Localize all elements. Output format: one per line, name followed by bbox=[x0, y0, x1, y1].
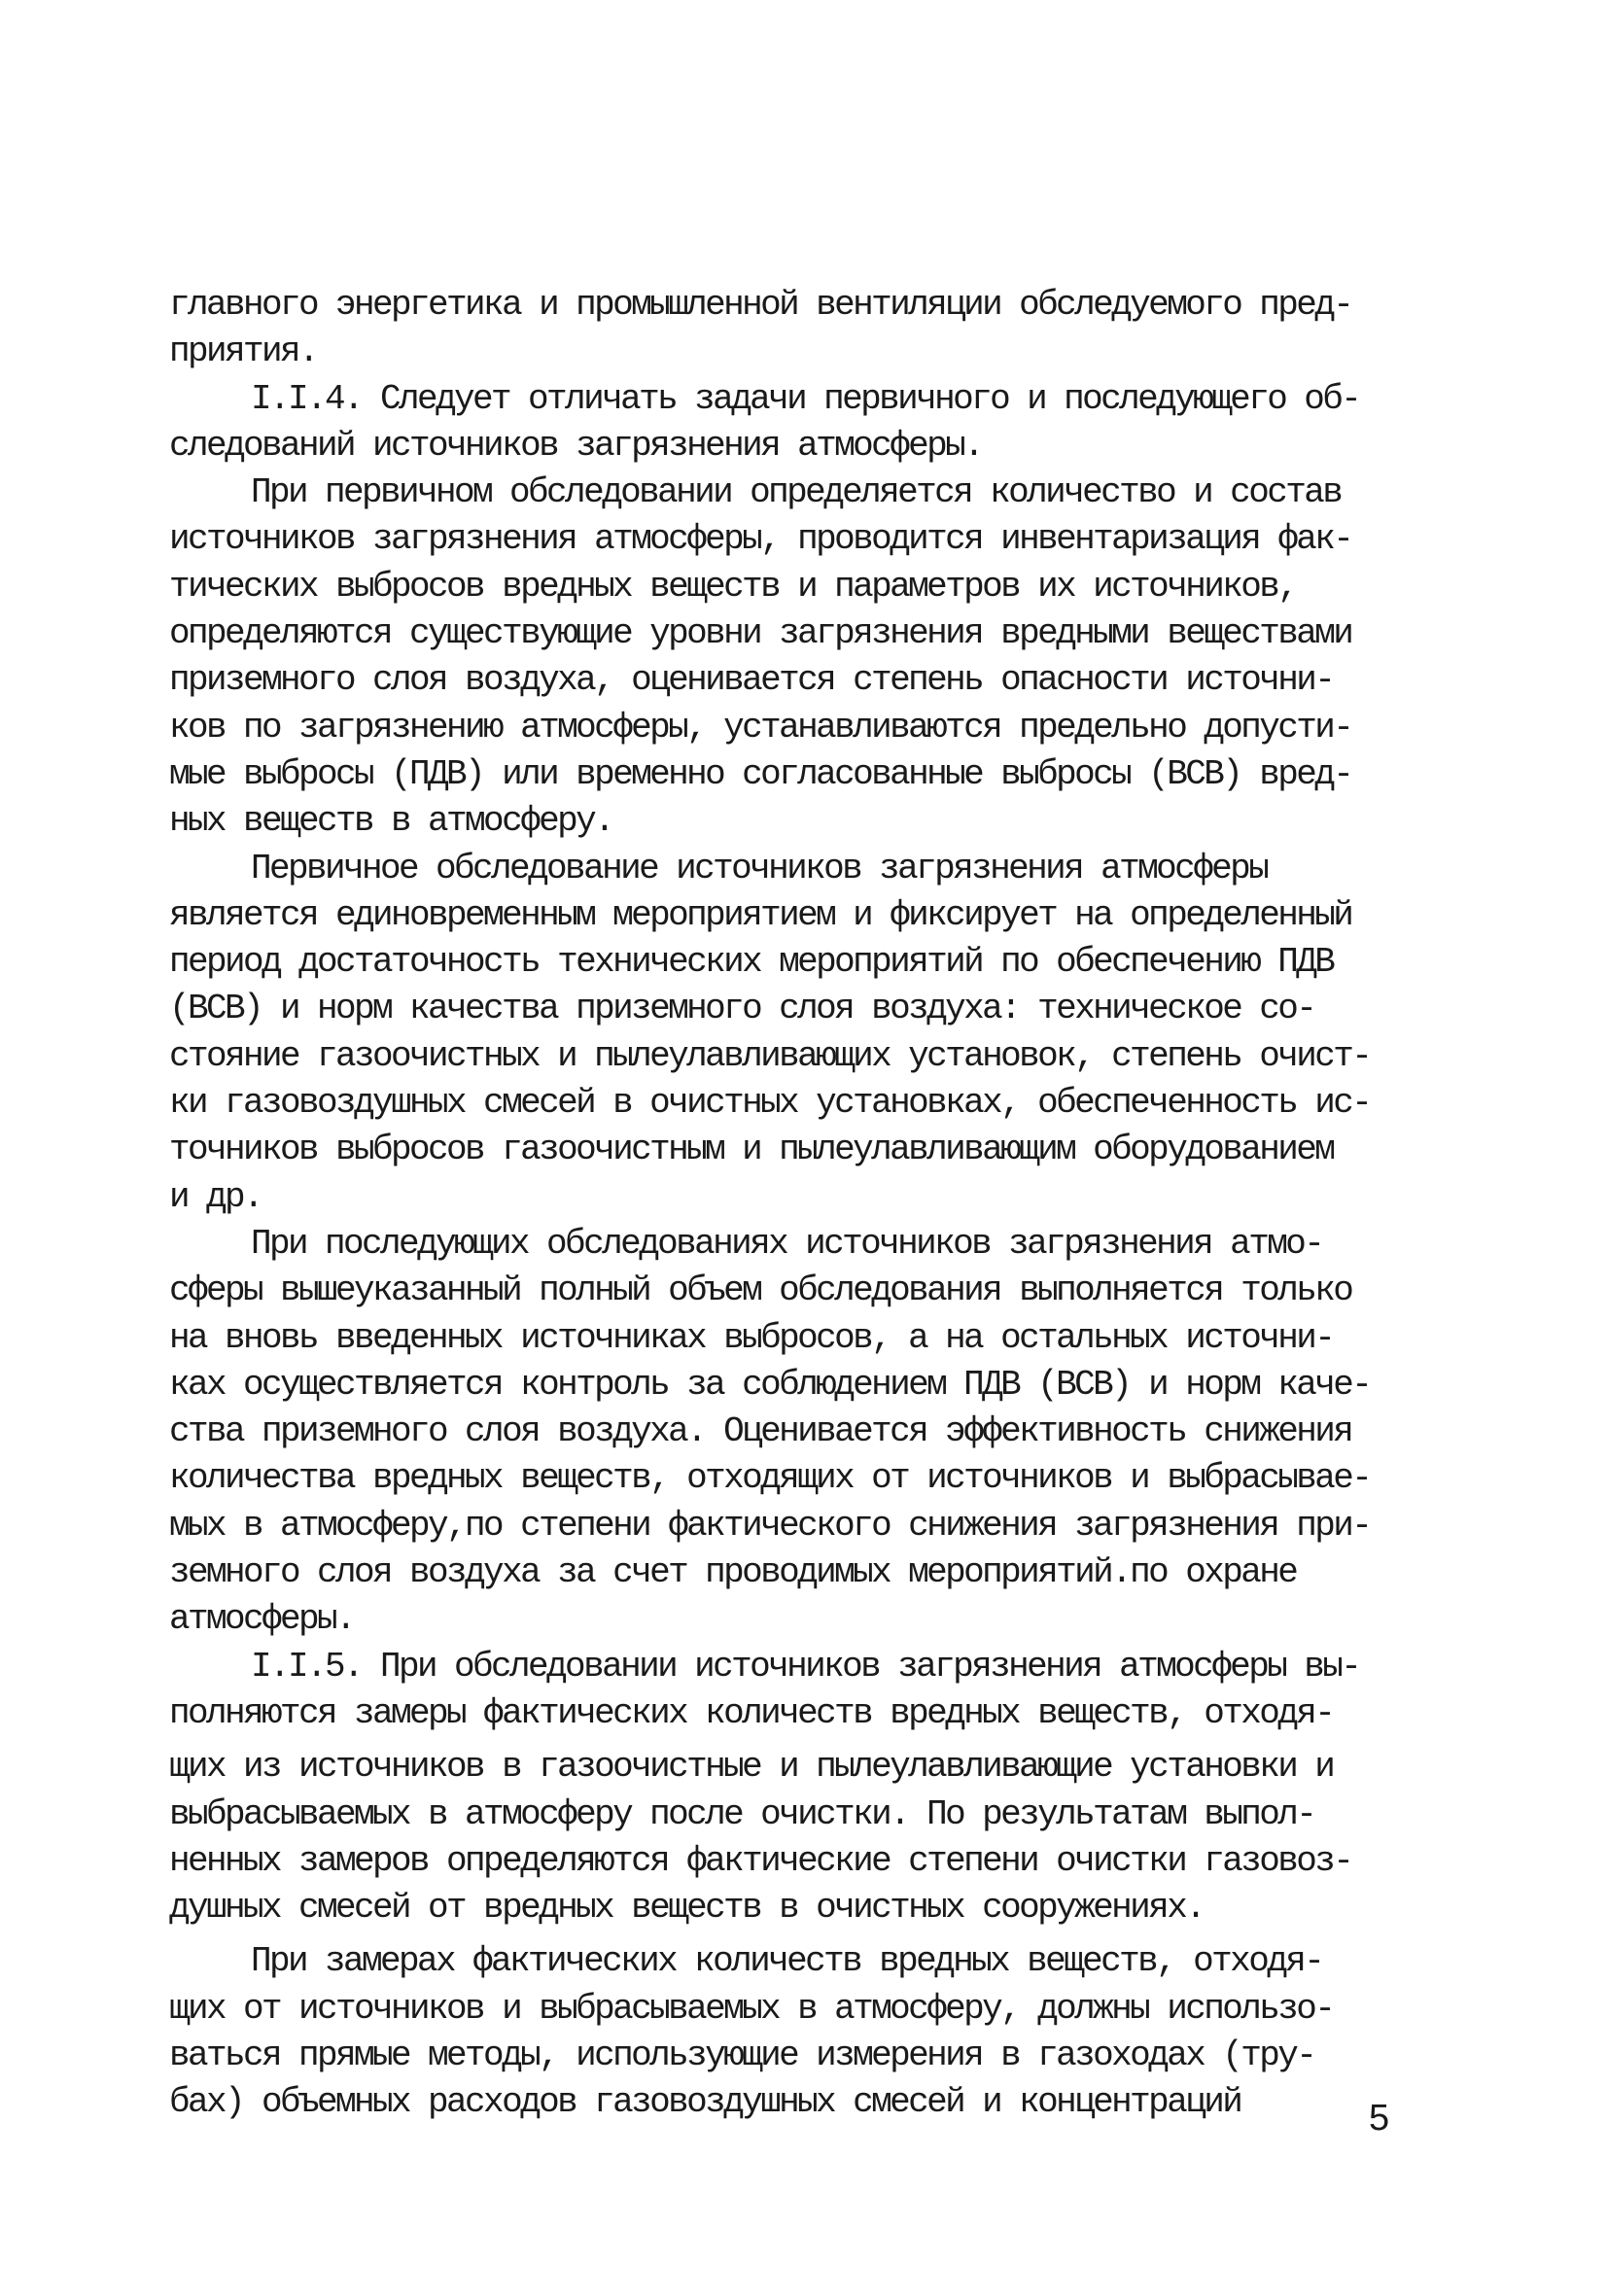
text-line: Первичное обследование источников загрязнения атмосферы bbox=[251, 848, 1268, 888]
text-line: приятия. bbox=[169, 331, 318, 372]
text-line: земного слоя воздуха за счет проводимых мероприятий.по охране bbox=[169, 1552, 1297, 1593]
text-line: тических выбросов вредных веществ и параметров их источников, bbox=[169, 566, 1297, 607]
text-line: бах) объемных расходов газовоздушных смесей и концентраций bbox=[169, 2082, 1241, 2123]
text-line: сферы вышеуказанный полный объем обследования выполняется только bbox=[169, 1270, 1352, 1311]
text-line: период достаточность технических мероприятий по обеспечению ПДВ bbox=[169, 942, 1334, 983]
text-line: полняются замеры фактических количеств вредных веществ, отходя- bbox=[169, 1692, 1334, 1733]
text-line: (ВСВ) и норм качества приземного слоя воздуха: техническое со- bbox=[169, 989, 1315, 1029]
text-line: При последующих обследованиях источников загрязнения атмо- bbox=[251, 1223, 1323, 1264]
text-line: ки газовоздушных смесей в очистных установках, обеспеченность ис- bbox=[169, 1083, 1371, 1124]
text-line: ных веществ в атмосферу. bbox=[169, 801, 613, 842]
text-line: ках осуществляется контроль за соблюдением ПДВ (ВСВ) и норм каче- bbox=[169, 1364, 1371, 1405]
text-line: и др. bbox=[169, 1176, 262, 1217]
text-line: стояние газоочистных и пылеулавливающих установок, степень очист- bbox=[169, 1035, 1371, 1076]
text-line: ков по загрязнению атмосферы, устанавливаются предельно допусти- bbox=[169, 707, 1352, 748]
text-line: I.I.4. Следует отличать задачи первичного и последующего об- bbox=[251, 378, 1360, 419]
text-line: I.I.5. При обследовании источников загрязнения атмосферы вы- bbox=[251, 1646, 1360, 1687]
text-line: источников загрязнения атмосферы, проводится инвентаризация фак- bbox=[169, 519, 1352, 560]
text-line: щих от источников и выбрасываемых в атмосферу, должны использо- bbox=[169, 1988, 1334, 2029]
text-line: следований источников загрязнения атмосферы. bbox=[169, 425, 983, 466]
text-line: ства приземного слоя воздуха. Оценивается эффективность снижения bbox=[169, 1411, 1352, 1452]
text-line: ваться прямые методы, использующие измерения в газоходах (тру- bbox=[169, 2035, 1315, 2075]
text-line: При первичном обследовании определяется количество и состав bbox=[251, 472, 1342, 513]
text-line: мых в атмосферу,по степени фактического снижения загрязнения при- bbox=[169, 1505, 1371, 1546]
text-line: количества вредных веществ, отходящих от источников и выбрасывае- bbox=[169, 1458, 1371, 1499]
text-line: щих из источников в газоочистные и пылеулавливающие установки и bbox=[169, 1747, 1334, 1788]
text-line: определяются существующие уровни загрязнения вредными веществами bbox=[169, 613, 1352, 654]
text-line: приземного слоя воздуха, оценивается степень опасности источни- bbox=[169, 660, 1334, 701]
text-line: выбрасываемых в атмосферу после очистки. По результатам выпол- bbox=[169, 1793, 1315, 1834]
text-line: главного энергетика и промышленной вентиляции обследуемого пред- bbox=[169, 285, 1352, 325]
body-text bbox=[169, 282, 1433, 2127]
text-line: атмосферы. bbox=[169, 1599, 355, 1640]
text-line: является единовременным мероприятием и фиксирует на определенный bbox=[169, 894, 1352, 935]
page-number: 5 bbox=[1369, 2098, 1390, 2139]
text-line: точников выбросов газоочистным и пылеулавливающим оборудованием bbox=[169, 1130, 1334, 1170]
text-line: ненных замеров определяются фактические степени очистки газовоз- bbox=[169, 1840, 1352, 1881]
text-line: душных смесей от вредных веществ в очистных сооружениях. bbox=[169, 1888, 1205, 1929]
text-line: на вновь введенных источниках выбросов, а на остальных источни- bbox=[169, 1317, 1334, 1358]
text-line: При замерах фактических количеств вредных веществ, отходя- bbox=[251, 1941, 1323, 1982]
text-line: мые выбросы (ПДВ) или временно согласованные выбросы (ВСВ) вред- bbox=[169, 753, 1352, 794]
